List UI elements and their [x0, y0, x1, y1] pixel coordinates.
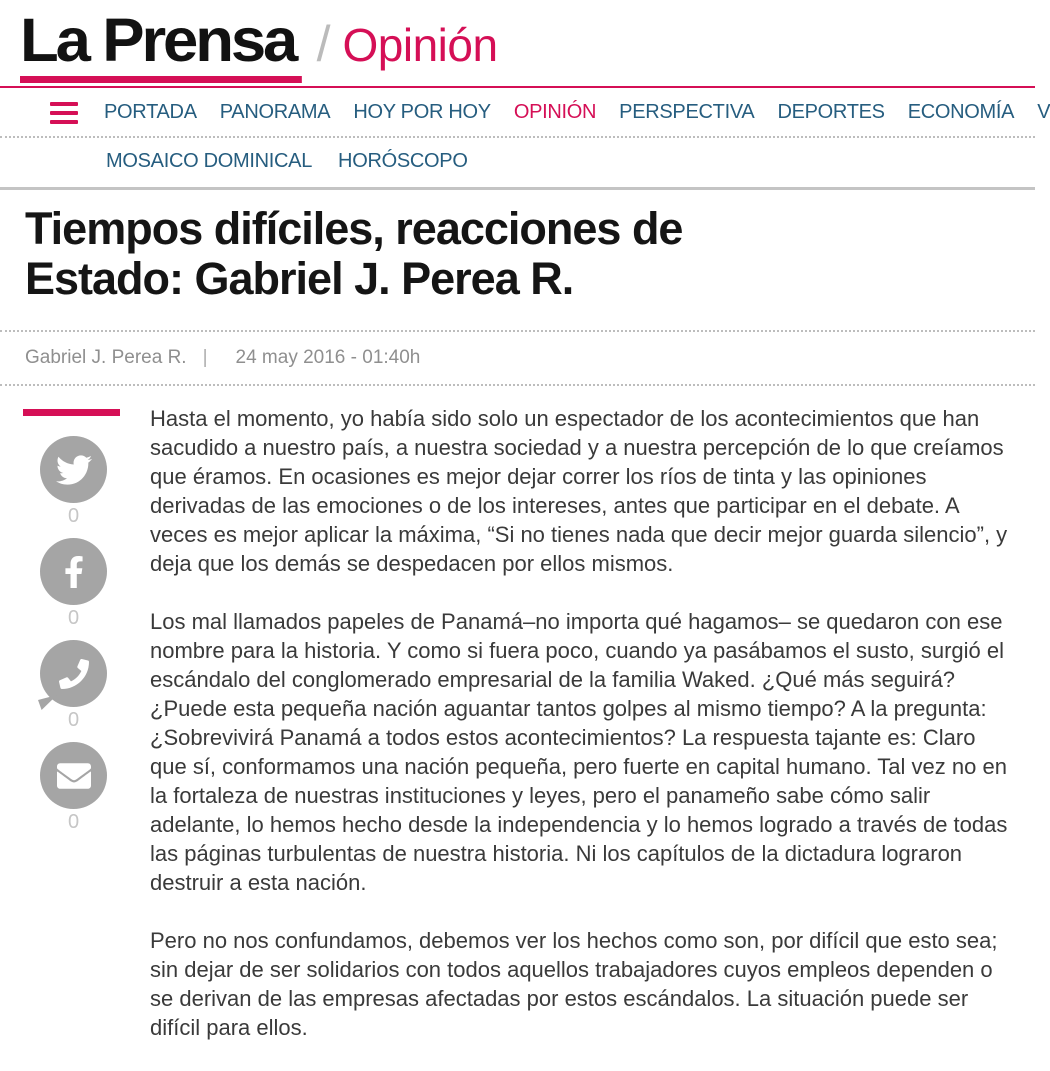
whatsapp-bubble-tail	[38, 690, 58, 710]
email-icon[interactable]	[40, 742, 107, 809]
paragraph-1: Hasta el momento, yo había sido solo un espectador de los acontecimientos que han sacudido a nuestro país, a nuestra sociedad y a nuestra percepción de lo que creíamos que éramos. En ocasiones es mejor dejar correr los ríos de tinta y las opiniones derivadas de las emociones o de los intereses, antes que participar en el debate. A veces es mejor aplicar la máxima, “Si no tienes nada que decir mejor guarda silencio”, y deja que los demás se despedacen por ellos mismos.	[150, 406, 1008, 576]
facebook-share-count: 0	[67, 607, 80, 629]
share-email-button[interactable]	[40, 742, 107, 834]
masthead	[0, 0, 1035, 88]
paragraph-2: Los mal llamados papeles de Panamá–no importa qué hagamos– se quedaron con ese nombre para la historia. Y como si fuera poco, cuando ya pasábamos el susto, surgió el escándalo del conglomerado empresarial de la familia Waked. ¿Qué más seguirá? ¿Puede esta pequeña nación aguantar tantos golpes al mismo tiempo? A la pregunta: ¿Sobrevivirá Panamá a todos estos acontecimientos? La respuesta tajante es: Claro que sí, conformamos una nación pequeña, pero fuerte en capital humano. Tal vez no en la fortaleza de nuestras instituciones y leyes, pero el panameño sabe cómo salir adelante, lo hemos hecho desde la independencia y lo hemos logrado a través de todas las páginas turbulentas de nuestra historia. Ni los capítulos de la dictadura lograron destruir a esta nación.	[150, 609, 1008, 895]
publish-date: 24 may 2016 - 01:40h	[235, 347, 421, 368]
email-share-count: 0	[67, 811, 80, 833]
section-slash: /	[316, 16, 331, 72]
section-title[interactable]: Opinión	[342, 19, 498, 71]
share-column	[0, 404, 150, 1071]
article-title-line2: Estado: Gabriel J. Perea R.	[25, 253, 574, 304]
nav-truncated-item[interactable]: V	[1037, 101, 1050, 123]
accent-bar	[23, 409, 120, 416]
whatsapp-share-count: 0	[67, 709, 80, 731]
nav-perspectiva[interactable]: PERSPECTIVA	[619, 101, 755, 123]
article-title	[25, 204, 1015, 304]
share-facebook-button[interactable]	[40, 538, 107, 630]
facebook-icon[interactable]	[40, 538, 107, 605]
whatsapp-icon[interactable]	[40, 640, 107, 707]
share-twitter-button[interactable]	[40, 436, 107, 528]
byline-separator: |	[202, 347, 208, 368]
twitter-icon[interactable]	[40, 436, 107, 503]
paragraph-3: Pero no nos confundamos, debemos ver los hechos como son, por difícil que esto sea; sin dejar de ser solidarios con todos aquellos trabajadores cuyos empleos dependen o se derivan de las empresas afectadas por estos escándalos. La situación puede ser difícil para ellos.	[150, 928, 998, 1040]
nav-panorama[interactable]: PANORAMA	[219, 101, 331, 123]
nav-horoscopo[interactable]: HORÓSCOPO	[338, 150, 468, 172]
nav-portada[interactable]: PORTADA	[104, 101, 197, 123]
la-prensa-logo[interactable]: La Prensa	[20, 10, 301, 83]
nav-economia[interactable]: ECONOMÍA	[907, 101, 1015, 123]
article-container	[0, 386, 1035, 1071]
article-body	[150, 404, 1035, 1071]
nav-deportes[interactable]: DEPORTES	[777, 101, 885, 123]
author-name[interactable]: Gabriel J. Perea R.	[25, 347, 187, 368]
main-nav	[0, 88, 1050, 190]
article-title-line1: Tiempos difíciles, reacciones de	[25, 203, 683, 254]
byline	[0, 332, 1035, 384]
twitter-share-count: 0	[67, 505, 80, 527]
nav-mosaico-dominical[interactable]: MOSAICO DOMINICAL	[106, 150, 313, 172]
hamburger-menu-icon[interactable]	[50, 102, 78, 124]
masthead-rule	[0, 86, 1035, 88]
nav-opinion[interactable]: OPINIÓN	[513, 101, 597, 123]
nav-hoy-por-hoy[interactable]: HOY POR HOY	[353, 101, 491, 123]
share-whatsapp-button[interactable]	[40, 640, 107, 732]
